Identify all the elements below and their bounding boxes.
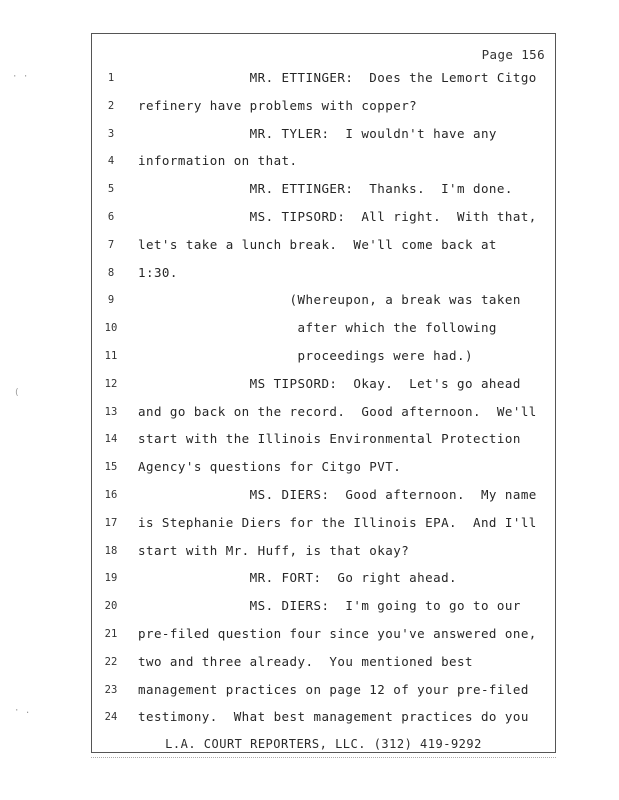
line-number: 3	[107, 127, 115, 140]
line-number: 11	[104, 350, 118, 362]
transcript-line	[92, 515, 555, 535]
line-text: start with Mr. Huff, is that okay?	[138, 542, 410, 558]
line-text: 1:30.	[138, 264, 178, 280]
line-text: Agency's questions for Citgo PVT.	[138, 459, 402, 475]
line-number: 17	[104, 516, 118, 529]
transcript-line	[92, 487, 555, 507]
line-text: and go back on the record. Good afternoon. We'll	[138, 403, 537, 419]
line-text: pre-filed question four since you've answered one,	[138, 626, 537, 641]
transcript-line	[92, 237, 555, 257]
transcript-page	[91, 33, 556, 753]
line-number: 24	[104, 711, 118, 724]
line-text: MR. FORT: Go right ahead.	[138, 570, 458, 586]
line-number: 5	[107, 183, 115, 196]
transcript-line	[92, 70, 555, 90]
transcript-line	[92, 682, 555, 702]
transcript-line	[92, 459, 555, 479]
line-number: 16	[104, 489, 118, 501]
line-number: 18	[104, 544, 118, 557]
page-bottom-edge	[91, 757, 556, 760]
transcript-line	[92, 126, 555, 146]
transcript-line	[92, 153, 555, 173]
transcript-line	[92, 181, 555, 201]
line-number: 4	[107, 155, 115, 168]
line-number: 22	[104, 655, 118, 668]
line-number: 12	[104, 377, 118, 390]
line-text: MS. TIPSORD: All right. With that,	[138, 209, 537, 224]
scan-speck-mark: · ·	[12, 72, 29, 82]
transcript-line	[92, 431, 555, 451]
line-text: MS. DIERS: I'm going to go to our	[138, 598, 521, 614]
transcript-line	[92, 320, 555, 340]
transcript-line	[92, 348, 555, 368]
line-number: 20	[104, 600, 118, 613]
line-number: 8	[107, 266, 115, 279]
line-text: management practices on page 12 of your pre-filed	[138, 681, 529, 697]
line-text: MS TIPSORD: Okay. Let's go ahead	[138, 375, 521, 391]
line-number: 14	[104, 433, 118, 446]
line-text: refinery have problems with copper?	[138, 97, 418, 113]
transcript-line	[92, 376, 555, 396]
line-text: information on that.	[138, 153, 298, 169]
transcript-line	[92, 626, 555, 646]
line-number: 1	[107, 72, 115, 84]
line-text: (Whereupon, a break was taken	[138, 292, 521, 308]
line-text: MR. ETTINGER: Does the Lemort Citgo	[138, 70, 537, 85]
line-text: MR. TYLER: I wouldn't have any	[138, 125, 497, 141]
line-number: 13	[104, 405, 118, 418]
line-number: 21	[104, 628, 118, 640]
line-text: after which the following	[138, 320, 497, 336]
transcript-line	[92, 570, 555, 590]
line-number: 6	[107, 211, 115, 223]
transcript-line	[92, 598, 555, 618]
line-text: start with the Illinois Environmental Protection	[138, 431, 521, 447]
line-text: testimony. What best management practices do you	[138, 709, 529, 725]
transcript-line	[92, 98, 555, 118]
page-number: Page 156	[481, 47, 545, 62]
transcript-line	[92, 404, 555, 424]
transcript-line	[92, 654, 555, 674]
transcript-line	[92, 209, 555, 229]
line-text: MR. ETTINGER: Thanks. I'm done.	[138, 181, 513, 197]
line-text: two and three already. You mentioned best	[138, 653, 473, 669]
line-text: proceedings were had.)	[138, 348, 473, 363]
line-number: 10	[104, 322, 118, 335]
transcript-line	[92, 543, 555, 563]
scan-speck-mark: (	[14, 388, 20, 398]
line-number: 19	[104, 572, 118, 585]
scan-speck-mark: · .	[14, 706, 31, 716]
line-number: 9	[107, 294, 115, 307]
transcript-line	[92, 292, 555, 312]
line-number: 2	[107, 99, 115, 112]
court-reporter-footer: L.A. COURT REPORTERS, LLC. (312) 419-9292	[165, 737, 482, 751]
line-text: let's take a lunch break. We'll come back at	[138, 236, 497, 252]
transcript-line	[92, 265, 555, 285]
line-text: is Stephanie Diers for the Illinois EPA. And I'll	[138, 514, 537, 530]
transcript-line	[92, 709, 555, 729]
line-number: 15	[104, 461, 118, 474]
line-text: MS. DIERS: Good afternoon. My name	[138, 487, 537, 502]
line-number: 7	[107, 238, 115, 251]
line-number: 23	[104, 683, 118, 696]
